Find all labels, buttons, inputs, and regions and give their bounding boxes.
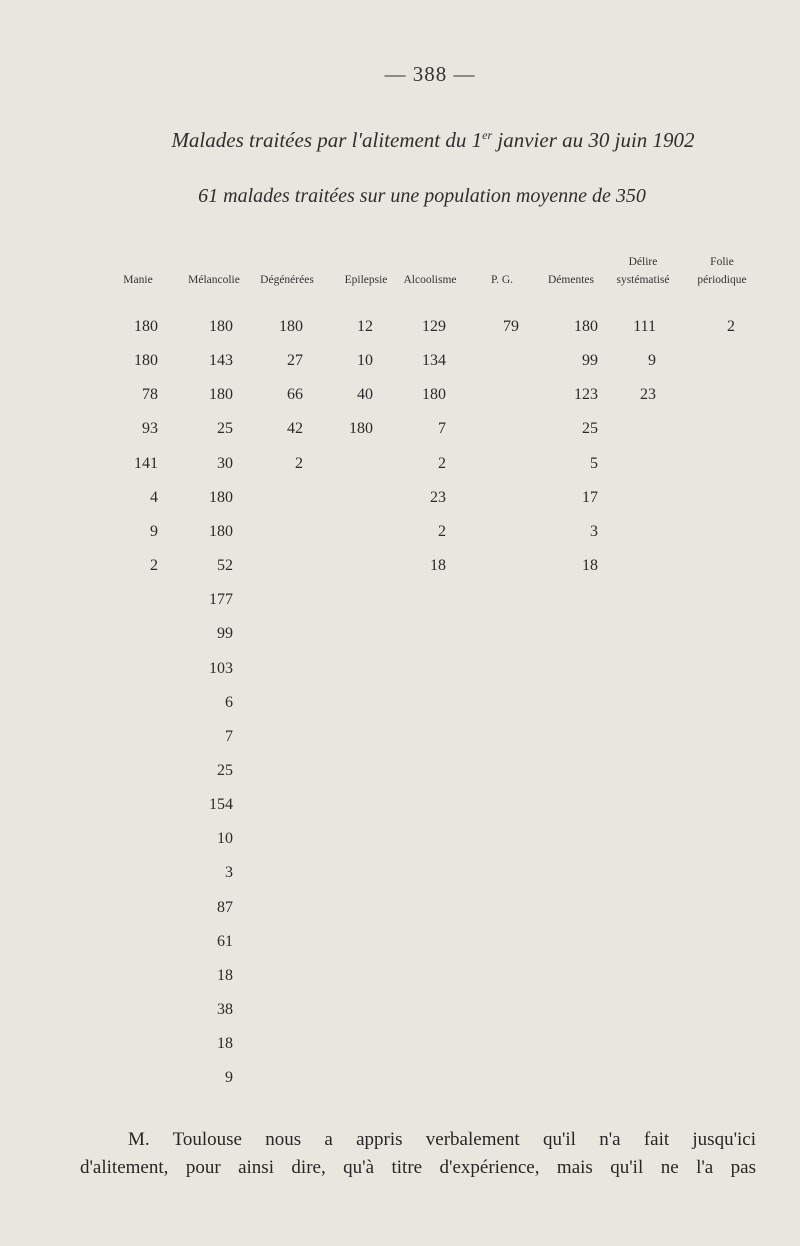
table-cell-manie: 141 <box>134 455 158 472</box>
table-cell-melancolie: 10 <box>217 830 233 847</box>
table-cell-dementes: 5 <box>590 455 598 472</box>
title-day: 1 <box>471 128 483 152</box>
table-cell-degenerees: 42 <box>287 420 303 437</box>
body-paragraph <box>80 1126 756 1182</box>
table-cell-melancolie: 61 <box>217 933 233 950</box>
table-cell-melancolie: 180 <box>209 489 233 506</box>
table-cell-melancolie: 30 <box>217 455 233 472</box>
table-cell-alcoolisme: 2 <box>438 523 446 540</box>
table-cell-degenerees: 27 <box>287 352 303 369</box>
table-cell-melancolie: 52 <box>217 557 233 574</box>
table-cell-epilepsie: 180 <box>349 420 373 437</box>
header-line-2: Démentes <box>548 274 594 286</box>
table-cell-manie: 2 <box>150 557 158 574</box>
table-cell-melancolie: 99 <box>217 625 233 642</box>
title-sup: er <box>482 128 493 142</box>
table-cell-dementes: 25 <box>582 420 598 437</box>
table-cell-melancolie: 18 <box>217 967 233 984</box>
table-cell-epilepsie: 10 <box>357 352 373 369</box>
table-cell-dementes: 3 <box>590 523 598 540</box>
title-prefix: Malades traitées par l'alitement du <box>171 128 472 152</box>
paragraph-line-2: d'alitement, pour ainsi dire, qu'à titre d'expérience, mais qu'il ne l'a pas <box>80 1157 756 1178</box>
table-cell-dementes: 123 <box>574 386 598 403</box>
table-cell-manie: 4 <box>150 489 158 506</box>
column-header-folie-periodique <box>672 253 772 289</box>
table-cell-manie: 180 <box>134 352 158 369</box>
table-cell-manie: 93 <box>142 420 158 437</box>
header-line-2: Alcoolisme <box>403 274 457 286</box>
table-cell-manie: 9 <box>150 523 158 540</box>
table-cell-epilepsie: 12 <box>357 318 373 335</box>
table-cell-degenerees: 66 <box>287 386 303 403</box>
page-number: — 388 — <box>384 62 476 86</box>
table-cell-alcoolisme: 129 <box>422 318 446 335</box>
table-cell-melancolie: 25 <box>217 762 233 779</box>
table-cell-melancolie: 6 <box>225 694 233 711</box>
table-cell-melancolie: 180 <box>209 386 233 403</box>
table-cell-melancolie: 38 <box>217 1001 233 1018</box>
table-cell-dementes: 180 <box>574 318 598 335</box>
table-cell-alcoolisme: 180 <box>422 386 446 403</box>
table-cell-melancolie: 180 <box>209 318 233 335</box>
header-line-2: P. G. <box>490 274 514 286</box>
header-line-2: systématisé <box>616 274 670 286</box>
table-cell-degenerees: 180 <box>279 318 303 335</box>
table-cell-folie-periodique: 2 <box>727 318 735 335</box>
header-line-1: Délire <box>628 256 658 268</box>
table-cell-alcoolisme: 23 <box>430 489 446 506</box>
table-cell-manie: 78 <box>142 386 158 403</box>
header-line-2: Mélancolie <box>188 274 240 286</box>
table-cell-alcoolisme: 18 <box>430 557 446 574</box>
header-line-1: Folie <box>710 256 734 268</box>
table-cell-melancolie: 87 <box>217 899 233 916</box>
header-line-2: Dégénérées <box>260 274 314 286</box>
table-cell-melancolie: 103 <box>209 660 233 677</box>
table-cell-epilepsie: 40 <box>357 386 373 403</box>
table-cell-dementes: 18 <box>582 557 598 574</box>
table-cell-alcoolisme: 134 <box>422 352 446 369</box>
table-cell-melancolie: 7 <box>225 728 233 745</box>
table-cell-delire-systematise: 111 <box>633 318 656 335</box>
table-cell-alcoolisme: 7 <box>438 420 446 437</box>
table-cell-melancolie: 9 <box>225 1069 233 1086</box>
table-cell-melancolie: 180 <box>209 523 233 540</box>
paragraph-line-1: M. Toulouse nous a appris verbalement qu'il n'a fait jusqu'ici <box>128 1129 756 1150</box>
table-cell-pg: 79 <box>503 318 519 335</box>
header-line-2: Manie <box>123 274 153 286</box>
table-cell-melancolie: 177 <box>209 591 233 608</box>
header-line-2: Epilepsie <box>344 274 388 286</box>
table-cell-dementes: 99 <box>582 352 598 369</box>
table-cell-dementes: 17 <box>582 489 598 506</box>
table-cell-delire-systematise: 23 <box>640 386 656 403</box>
table-cell-degenerees: 2 <box>295 455 303 472</box>
table-cell-melancolie: 143 <box>209 352 233 369</box>
table-cell-melancolie: 25 <box>217 420 233 437</box>
table-subtitle: 61 malades traitées sur une population moyenne de 350 <box>198 185 646 207</box>
header-line-2: périodique <box>697 274 747 286</box>
table-title <box>0 128 800 153</box>
table-cell-melancolie: 18 <box>217 1035 233 1052</box>
table-cell-melancolie: 3 <box>225 864 233 881</box>
table-cell-manie: 180 <box>134 318 158 335</box>
table-cell-melancolie: 154 <box>209 796 233 813</box>
table-cell-delire-systematise: 9 <box>648 352 656 369</box>
table-cell-alcoolisme: 2 <box>438 455 446 472</box>
title-suffix: janvier au 30 juin 1902 <box>492 128 695 152</box>
